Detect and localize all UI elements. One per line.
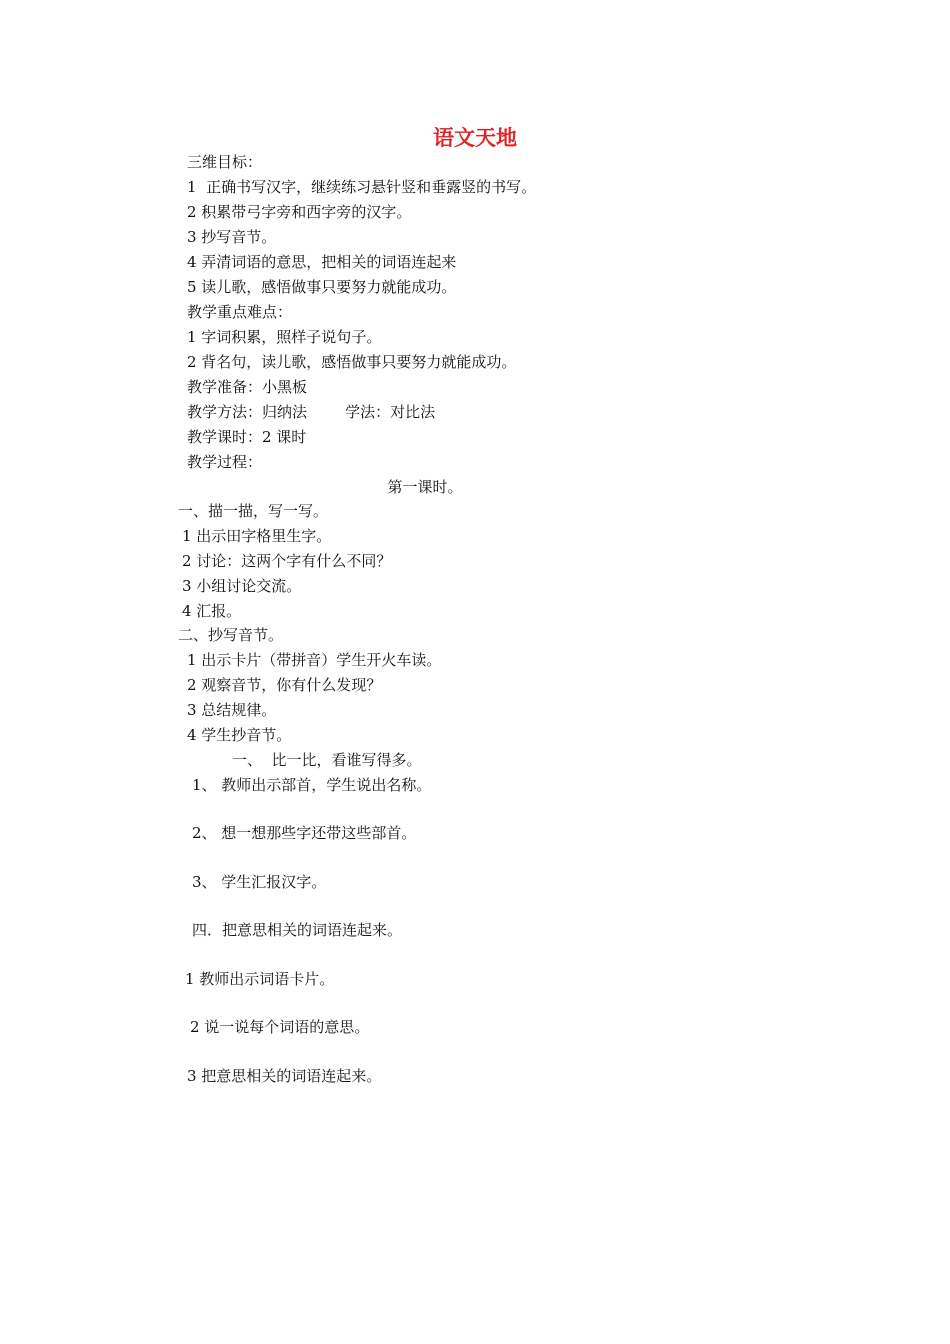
step-line: 1、 教师出示部首，学生说出名称。 (192, 776, 432, 794)
section-heading: 二、抄写音节。 (178, 626, 284, 644)
document-title: 语文天地 (433, 126, 517, 150)
method-line: 教学方法：归纳法 学法：对比法 (187, 403, 436, 421)
step-line: 3、 学生汇报汉字。 (192, 873, 327, 891)
objective-line: 5 读儿歌，感悟做事只要努力就能成功。 (187, 278, 457, 296)
step-line: 4 学生抄音节。 (187, 726, 292, 744)
step-line: 1 出示田字格里生字。 (182, 527, 332, 545)
objective-line: 4 弄清词语的意思，把相关的词语连起来 (187, 253, 457, 271)
first-lesson-heading: 第一课时。 (387, 478, 463, 496)
step-line: 2 讨论：这两个字有什么不同？ (182, 552, 392, 570)
section-heading: 四．把意思相关的词语连起来。 (192, 921, 403, 939)
key-point-line: 1 字词积累，照样子说句子。 (187, 328, 382, 346)
key-point-line: 2 背名句，读儿歌，感悟做事只要努力就能成功。 (187, 353, 517, 371)
step-line: 3 把意思相关的词语连起来。 (187, 1067, 382, 1085)
step-line: 1 出示卡片（带拼音）学生开火车读。 (187, 651, 442, 669)
section-heading: 一、 比一比，看谁写得多。 (232, 751, 422, 769)
step-line: 2 观察音节，你有什么发现？ (187, 676, 382, 694)
process-heading: 教学过程： (187, 453, 263, 471)
key-points-heading: 教学重点难点： (187, 303, 293, 321)
class-hours-line: 教学课时：2 课时 (187, 428, 307, 446)
step-line: 2 说一说每个词语的意思。 (190, 1018, 370, 1036)
preparation-line: 教学准备：小黑板 (187, 378, 308, 396)
step-line: 1 教师出示词语卡片。 (185, 970, 335, 988)
objective-line: 2 积累带弓字旁和西字旁的汉字。 (187, 203, 412, 221)
objectives-heading: 三维目标： (187, 153, 263, 171)
section-heading: 一、描一描，写一写。 (178, 502, 329, 520)
step-line: 3 总结规律。 (187, 701, 277, 719)
step-line: 4 汇报。 (182, 602, 242, 620)
step-line: 2、 想一想那些字还带这些部首。 (192, 824, 417, 842)
step-line: 3 小组讨论交流。 (182, 577, 302, 595)
objective-line: 3 抄写音节。 (187, 228, 277, 246)
objective-line: 1 正确书写汉字，继续练习悬针竖和垂露竖的书写。 (187, 178, 537, 196)
